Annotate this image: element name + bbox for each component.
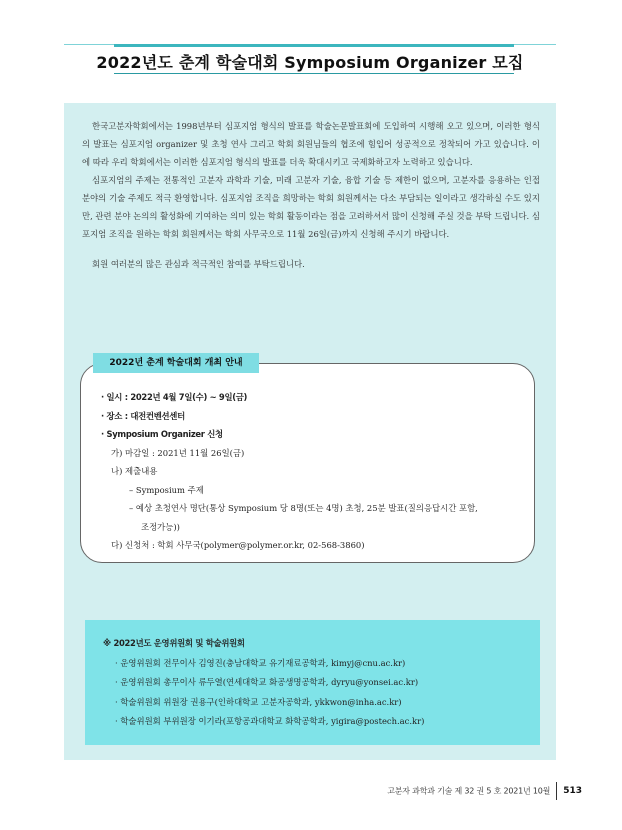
submission-item-speakers-cont: 조정가능)) (141, 521, 180, 532)
header-rule-left (64, 44, 114, 45)
intro-paragraph-2: 심포지엄의 주제는 전통적인 고분자 과학과 기술, 미래 고분자 기술, 융합 기술 등 제한이 없으며, 고분자를 응용하는 인접 분야의 기술 주제도 적극 환영합니다. 심포지엄 조직을 희망하는 학회 회원께서는 다소 부담되는 일이라고 생각하실 수도 있지만, 관련 분야 논의의 활성화에 기여하는 의미 있는 학회 활동이라는 점을 고려하셔서 많이 신청해 주실 것을 부탁 드립니다. 심포지엄 조직을 원하는 학회 회원께서는 학회 사무국으로 11월 26일(금)까지 신청해 주시기 바랍니다. (82, 175, 540, 239)
event-info-box (80, 363, 535, 563)
intro-text (82, 117, 540, 273)
header-rule (114, 44, 514, 47)
committee-list (103, 634, 533, 732)
page-number: 513 (563, 786, 582, 796)
content-panel (64, 103, 556, 760)
submission-contents: 나) 제출내용 (111, 466, 158, 476)
event-info-heading: 2022년 춘계 학술대회 개최 안내 (93, 353, 259, 373)
committee-heading: ※ 2022년도 운영위원회 및 학술위원회 (103, 638, 245, 648)
intro-paragraph-1: 한국고분자학회에서는 1998년부터 심포지엄 형식의 발표를 학술논문발표회에 도입하여 시행해 오고 있으며, 이러한 형식의 발표는 심포지엄 organizer 및 초청 연사 그리고 학회 회원님들의 협조에 힘입어 성공적으로 정착되어 가고 있습니다. 이에 따라 우리 학회에서는 이러한 심포지엄 형식의 발표를 더욱 확대시키고 국제화하고자 노력하고 있습니다. (82, 121, 540, 167)
application-contact: 다) 신청처 : 학회 사무국(polymer@polymer.or.kr, 02-568-3860) (111, 540, 365, 550)
application-deadline: 가) 마감일 : 2021년 11월 26일(금) (111, 447, 245, 458)
committee-member: · 학술위원회 부위원장 이기라(포항공과대학교 화학공학과, yigira@postech.ac.kr) (115, 716, 425, 726)
committee-member: · 학술위원회 위원장 권용구(인하대학교 고분자공학과, ykkwon@inha.ac.kr) (115, 696, 402, 707)
footer-divider (556, 782, 557, 800)
title-underline (114, 73, 514, 74)
intro-closing: 회원 여러분의 많은 관심과 적극적인 참여를 부탁드립니다. (92, 259, 305, 269)
page-title: 2022년도 춘계 학술대회 Symposium Organizer 모집 (96, 53, 524, 72)
journal-info: 고분자 과학과 기술 제 32 권 5 호 2021년 10월 (387, 786, 551, 796)
event-date: · 일시 : 2022년 4월 7일(수) ~ 9일(금) (101, 392, 248, 402)
organizer-application: · Symposium Organizer 신청 (101, 429, 223, 439)
event-venue: · 장소 : 대전컨벤션센터 (101, 410, 185, 421)
page-footer (387, 782, 582, 798)
header-rule-right (514, 44, 556, 45)
submission-item-topic: – Symposium 주제 (129, 484, 204, 495)
committee-member: · 운영위원회 총무이사 류두열(연세대학교 화공생명공학과, dyryu@yonsei.ac.kr) (115, 677, 419, 687)
committee-box (85, 620, 540, 745)
event-info-list (101, 388, 521, 555)
submission-item-speakers: – 예상 초청연사 명단(통상 Symposium 당 8명(또는 4명) 초청, 25분 발표(질의응답시간 포함, (129, 503, 478, 513)
committee-member: · 운영위원회 전무이사 김영진(충남대학교 유기재료공학과, kimyj@cnu.ac.kr) (115, 657, 406, 668)
